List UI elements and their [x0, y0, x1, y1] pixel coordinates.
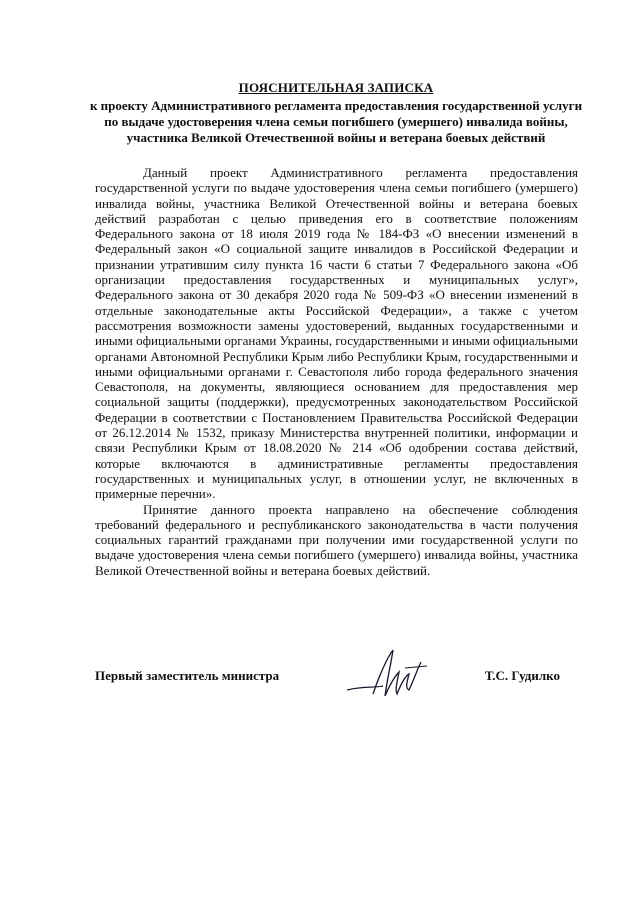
body-paragraph: Данный проект Административного регламента предоставления государственной услуги по выдаче удостоверения члена семьи погибшего (умершего) инвалида войны, участника Великой Отечественной войны и ветерана боевых действий разработан с целью приведения его в соответствие положениям Федерального закона от 18 июля 2019 года № 184-ФЗ «О внесении изменений в Федеральный закон «О социальной защите инвалидов в Российской Федерации и признании утратившим силу пункта 16 части 6 статьи 7 Федерального закона «Об организации предоставления государственных и муниципальных услуг», Федерального закона от 30 декабря 2020 года № 509-ФЗ «О внесении изменений в отдельные законодательные акты Российской Федерации», а также с учетом рассмотрения возможности замены удостоверений, выданных государственными и иными официальными органами Украины, государственными и иными официальными органами Автономной Республики Крым либо Республики Крым, государственными и иными официальными органами г. Севастополя либо города федерального значения Севастополя, на документы, являющиеся основанием для предоставления мер социальной защиты (поддержки), предусмотренных законодательством Российской Федерации в соответствии с Постановлением Правительства Российской Федерации от 26.12.2014 № 1532, приказу Министерства внутренней политики, информации и связи Республики Крым от 18.08.2020 № 214 «Об одобрении состава действий, которые включаются в административные регламенты предоставления государственных и муниципальных услуг, в отношении услуг, не включенных в примерные перечни». [95, 165, 578, 502]
signer-name: Т.С. Гудилко [484, 668, 560, 683]
signer-position: Первый заместитель министра [95, 668, 280, 683]
body-paragraph: Принятие данного проекта направлено на обеспечение соблюдения требований федерального и республиканского законодательства в части получения социальных гарантий гражданами при получении ими государственной услуги по выдаче удостоверения члена семьи погибшего (умершего) инвалида войны, участника Великой Отечественной войны и ветерана боевых действий. [95, 501, 578, 578]
title-block [88, 80, 584, 146]
signature-block [95, 660, 578, 710]
handwritten-signature [343, 646, 433, 706]
document-title: ПОЯСНИТЕЛЬНАЯ ЗАПИСКА [238, 80, 434, 95]
document-subtitle: к проекту Административного регламента предоставления государственной услуги по выдаче удостоверения члена семьи погибшего (умершего) инвалида войны, участника Великой Отечественной войны и ветерана боевых действий [89, 98, 583, 145]
document-body [95, 165, 578, 578]
